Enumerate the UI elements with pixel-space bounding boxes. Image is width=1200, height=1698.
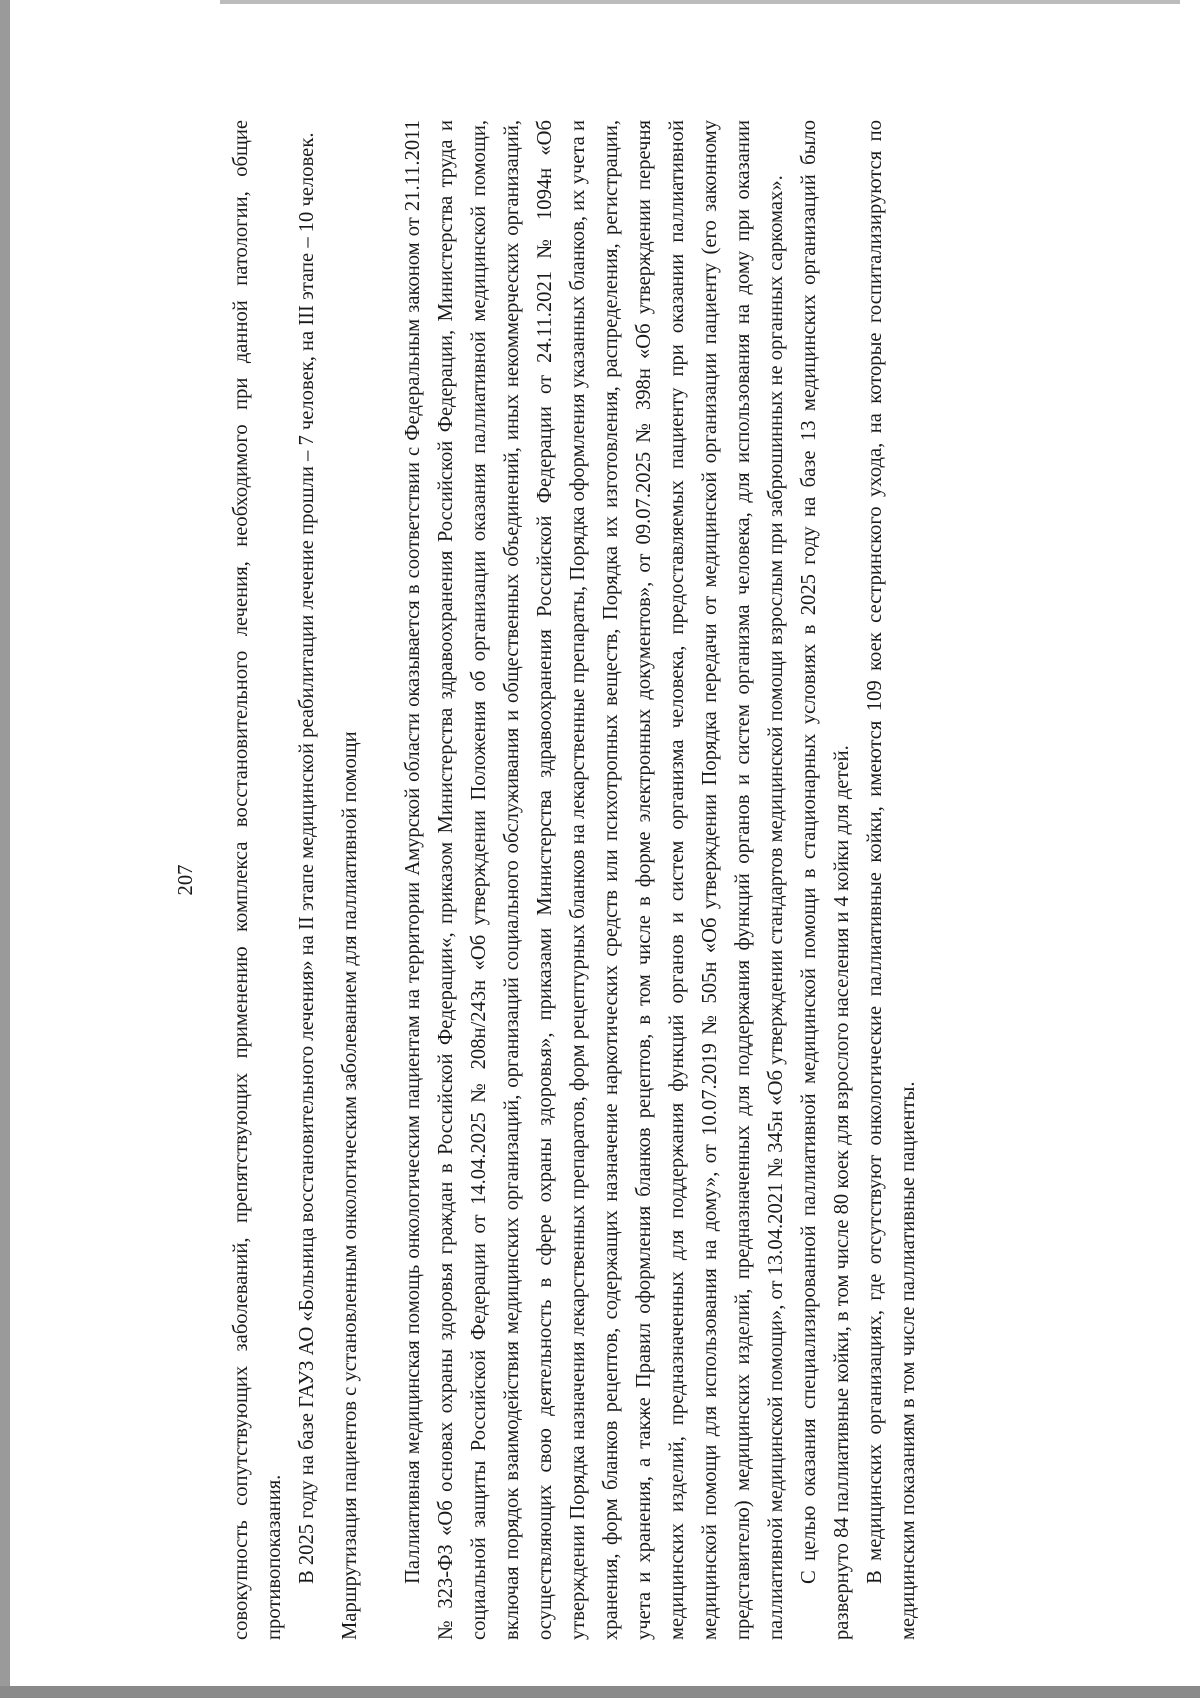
paragraph-palliative-beds: С целью оказания специализированной паллиативной медицинской помощи в стационарных условиях в 2025 году на базе 13 медицинских организаций было развернуто 84 паллиативные койки, в том числе 80 коек для взрослого населения и 4 койки для детей. <box>798 120 853 1640</box>
paragraph-comorbidities: совокупность сопутствующих заболеваний, препятствующих применению комплекса восстановительного лечения, необходимого при данной патологии, общие противопоказания. <box>230 120 285 1640</box>
scan-edge-top <box>220 0 1180 4</box>
scan-edge-bottom <box>0 1686 1200 1698</box>
scan-edge-left <box>0 0 10 1698</box>
section-heading: Маршрутизация пациентов с установленным онкологическим заболеванием для паллиативной помощи <box>339 731 361 1640</box>
page-number: 207 <box>175 864 197 896</box>
paragraph-rehabilitation-2025: В 2025 году на базе ГАУЗ АО «Больница восстановительного лечения» на II этапе медицинской реабилитации лечение прошли – 7 человек, на III этапе – 10 человек. <box>296 132 318 1584</box>
rotated-document-page <box>170 120 1080 1640</box>
paragraph-nursing-care-beds: В медицинских организациях, где отсутствуют онкологические паллиативные койки, имеются 109 коек сестринского ухода, на которые госпитализируются по медицинским показаниям в том числе паллиативные пациенты. <box>864 120 919 1640</box>
paragraph-palliative-legal-basis: Паллиативная медицинская помощь онкологическим пациентам на территории Амурской области оказывается в соответствии с Федеральным законом от 21.11.2011 № 323-ФЗ «Об основах охраны здоровья граждан в Российской Федерации«, приказом Министерства здравоохранения Российской Федерации, Министерства труда и социальной защиты Российской Федерации от 14.04.2025 № 208н/243н «Об утверждении Положения об организации оказания паллиативной медицинской помощи, включая порядок взаимодействия медицинских организаций, организаций социального обслуживания и общественных объединений, иных некоммерческих организаций, осуществляющих свою деятельность в сфере охраны здоровья», приказами Министерства здравоохранения Российской Федерации от 24.11.2021 № 1094н «Об утверждении Порядка назначения лекарственных препаратов, форм рецептурных бланков на лекарственные препараты, Порядка оформления указанных бланков, их учета и хранения, форм бланков рецептов, содержащих назначение наркотических средств или психотропных веществ, Порядка их изготовления, распределения, регистрации, учета и хранения, а также Правил оформления бланков рецептов, в том числе в форме электронных документов», от 09.07.2025 № 398н «Об утверждении перечня медицинских изделий, предназначенных для поддержания функций органов и систем организма человека, предоставляемых пациенту при оказании паллиативной медицинской помощи для использования на дому», от 10.07.2019 № 505н «Об утверждении Порядка передачи от медицинской организации пациенту (его законному представителю) медицинских изделий, предназначенных для поддержания функций органов и систем организма человека, для использования на дому при оказании паллиативной медицинской помощи», от 13.04.2021 № 345н «Об утверждении стандартов медицинской помощи взрослым при забрюшинных не органных саркомах». <box>402 120 787 1640</box>
